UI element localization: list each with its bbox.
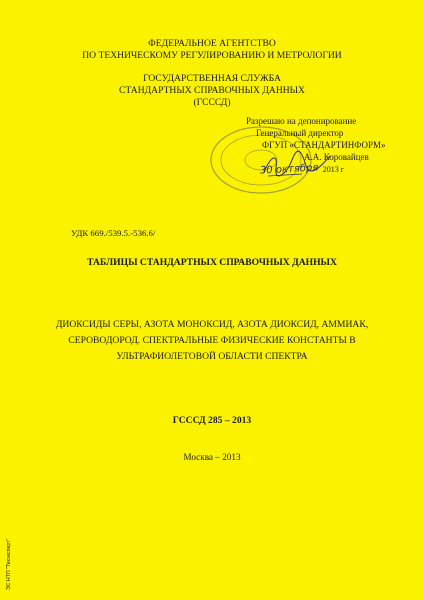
subject-line-2: СЕРОВОДОРОД. СПЕКТРАЛЬНЫЕ ФИЗИЧЕСКИЕ КОНСТАНТЫ В: [68, 335, 356, 346]
service-line-2: СТАНДАРТНЫХ СПРАВОЧНЫХ ДАННЫХ: [119, 85, 305, 96]
approval-name: А.А. Коровайцев: [304, 152, 369, 162]
document-code-text: ГСССД 285 – 2013: [172, 415, 252, 426]
vertical-sidenote: ЭС НТП "Техэксперт": [6, 538, 12, 590]
approval-title: Разрешаю на депонирование: [246, 116, 357, 126]
service-line-3: (ГСССД): [193, 97, 231, 108]
document-heading: [0, 257, 424, 269]
approval-position: Генеральный директор: [256, 128, 344, 138]
document-subject: [0, 317, 424, 365]
subject-line-3: УЛЬТРАФИОЛЕТОВОЙ ОБЛАСТИ СПЕКТРА: [116, 351, 308, 362]
city-year-text: Москва – 2013: [183, 452, 241, 462]
service-line-1: ГОСУДАРСТВЕННАЯ СЛУЖБА: [143, 73, 281, 84]
city-year: [0, 451, 424, 463]
agency-line-1: ФЕДЕРАЛЬНОЕ АГЕНТСТВО: [148, 38, 276, 49]
approval-date-handwritten: 30 октября: [259, 162, 319, 177]
approval-organization: ФГУП «СТАНДАРТИНФОРМ»: [262, 140, 386, 150]
signature-icon: [259, 150, 332, 180]
udk-code: УДК 669./539.5.-536.6/: [71, 228, 156, 238]
agency-header: [0, 38, 424, 62]
service-header: [0, 73, 424, 109]
document-code: [0, 415, 424, 427]
subject-line-1: ДИОКСИДЫ СЕРЫ, АЗОТА МОНОКСИД, АЗОТА ДИОКСИД, АММИАК,: [55, 319, 369, 330]
agency-line-2: ПО ТЕХНИЧЕСКОМУ РЕГУЛИРОВАНИЮ И МЕТРОЛОГИИ: [82, 50, 342, 61]
approval-year: 2013 г: [322, 165, 344, 174]
heading-text: ТАБЛИЦЫ СТАНДАРТНЫХ СПРАВОЧНЫХ ДАННЫХ: [87, 257, 337, 268]
